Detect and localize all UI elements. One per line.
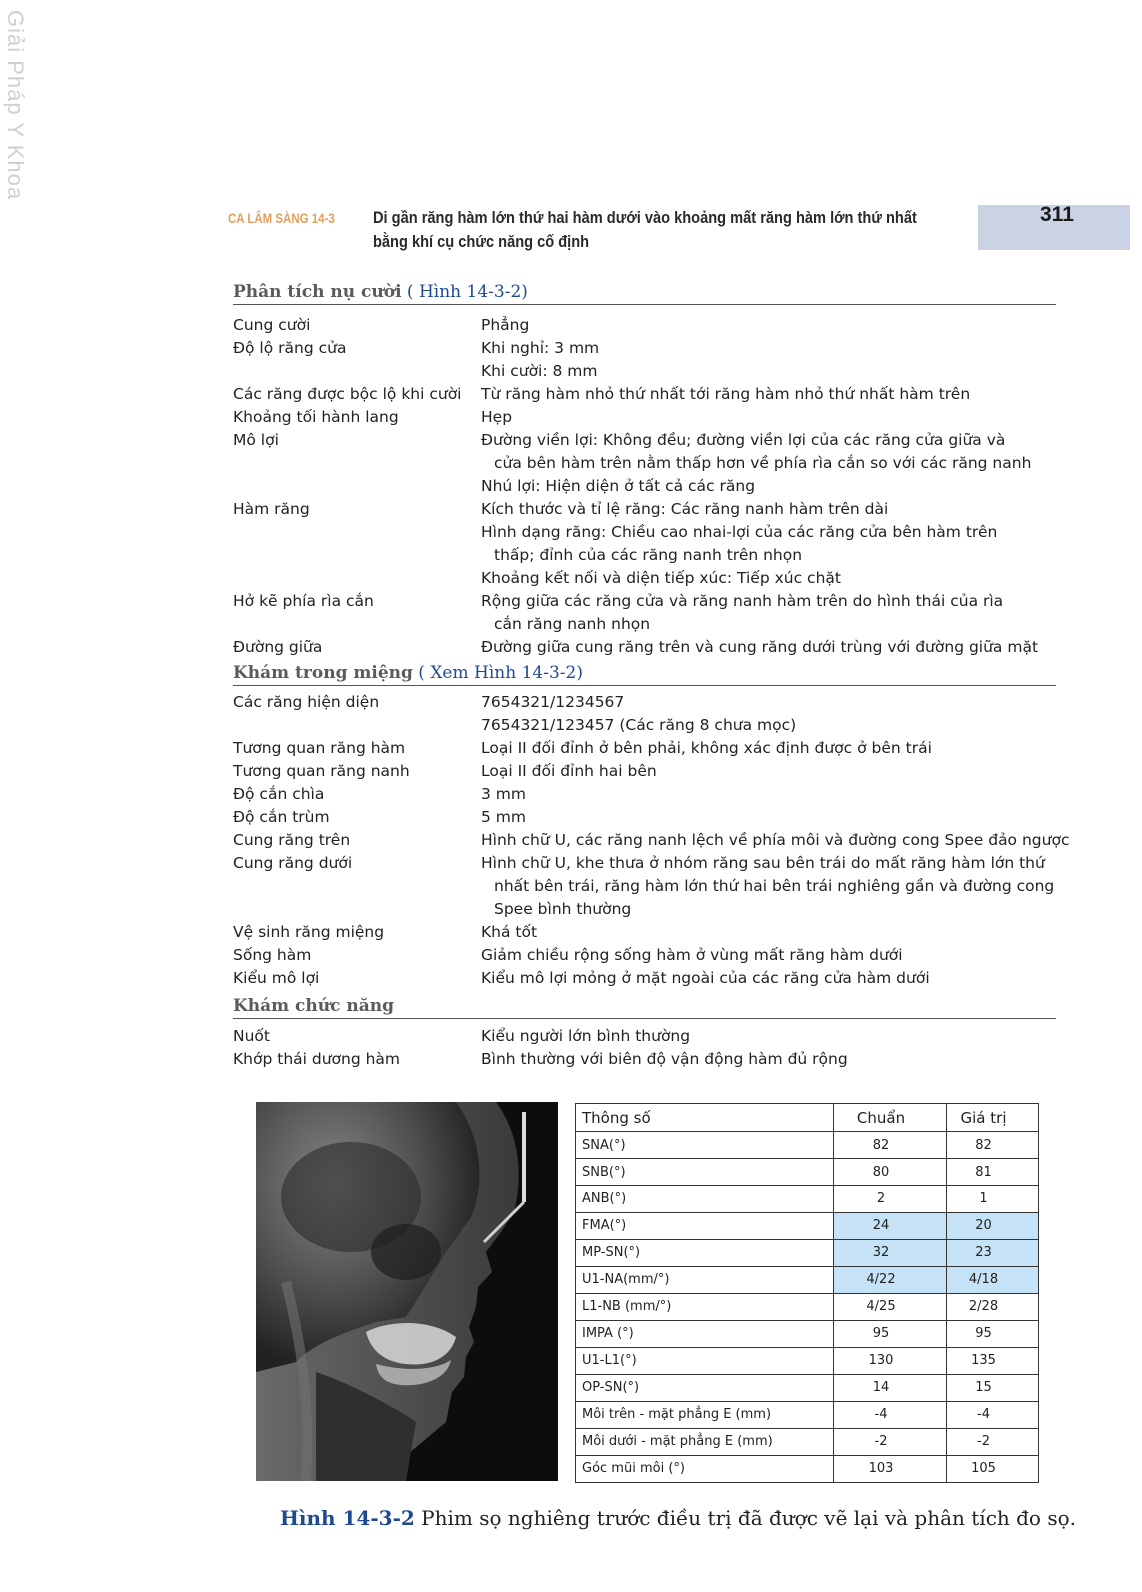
cell-param: Môi dưới - mặt phẳng E (mm) [576, 1428, 834, 1455]
cell-param: Góc mũi môi (°) [576, 1455, 834, 1482]
item-label: Cung răng dưới [233, 854, 353, 872]
xray-illustration [256, 1102, 558, 1481]
intraoral-exam-list [233, 691, 1070, 990]
cell-norm: 130 [834, 1347, 947, 1374]
item-label: Nuốt [233, 1027, 270, 1045]
cell-value: 1 [947, 1186, 1039, 1213]
section-title-smile [233, 281, 1056, 305]
table-row [576, 1455, 1039, 1482]
cell-norm: -4 [834, 1401, 947, 1428]
list-item [233, 406, 1041, 429]
section-title-intraoral-ref: ( Xem Hình 14-3-2) [412, 663, 583, 683]
item-value: Hẹp [481, 408, 513, 426]
list-item [233, 806, 1041, 829]
list-item [233, 944, 1041, 967]
item-value: 5 mm [481, 808, 526, 826]
cell-value: 82 [947, 1132, 1039, 1159]
cell-norm: 80 [834, 1159, 947, 1186]
cephalometric-table [575, 1103, 1039, 1483]
item-value: Khi nghỉ: 3 mm [481, 339, 600, 357]
header-value: Giá trị [947, 1104, 1039, 1132]
table-row [576, 1212, 1039, 1239]
section-title-intraoral-text: Khám trong miệng [233, 663, 413, 683]
cell-norm: 95 [834, 1320, 947, 1347]
cell-value: 135 [947, 1347, 1039, 1374]
cell-norm: 4/25 [834, 1293, 947, 1320]
chapter-title-line1: Di gần răng hàm lớn thứ hai hàm dưới vào khoảng mất răng hàm lớn thứ nhất [373, 208, 917, 227]
table-header-row [576, 1104, 1039, 1132]
section-title-smile-ref: ( Hình 14-3-2) [401, 282, 528, 302]
item-label: Độ cắn chìa [233, 785, 325, 803]
item-value: Rộng giữa các răng cửa và răng nanh hàm trên do hình thái của rìa [481, 592, 1004, 610]
chapter-title [373, 206, 993, 254]
item-value: nhất bên trái, răng hàm lớn thứ hai bên trái nghiêng gần và đường cong [494, 877, 1055, 895]
figure-caption [280, 1506, 1076, 1530]
item-value: Khá tốt [481, 923, 538, 941]
figure-caption-text: Phim sọ nghiêng trước điều trị đã được vẽ lại và phân tích đo sọ. [414, 1506, 1076, 1530]
table-row [576, 1186, 1039, 1213]
item-label: Độ cắn trùm [233, 808, 330, 826]
page-number: 311 [1040, 203, 1074, 226]
item-value: Khi cười: 8 mm [481, 362, 598, 380]
item-label: Sống hàm [233, 946, 312, 964]
cell-value: 2/28 [947, 1293, 1039, 1320]
item-label: Đường giữa [233, 638, 323, 656]
item-value: 3 mm [481, 785, 526, 803]
cell-norm: 103 [834, 1455, 947, 1482]
cell-value: 20 [947, 1212, 1039, 1239]
item-label: Cung cười [233, 316, 311, 334]
cell-param: SNA(°) [576, 1132, 834, 1159]
item-value: Loại II đối đỉnh hai bên [481, 762, 657, 780]
item-label: Cung răng trên [233, 831, 351, 849]
item-value: Loại II đối đỉnh ở bên phải, không xác định được ở bên trái [481, 739, 932, 757]
cell-norm: -2 [834, 1428, 947, 1455]
item-value: Đường giữa cung răng trên và cung răng dưới trùng với đường giữa mặt [481, 638, 1039, 656]
list-item [233, 590, 1041, 636]
item-value: Phẳng [481, 316, 530, 334]
section-title-functional [233, 995, 1056, 1019]
cell-param: IMPA (°) [576, 1320, 834, 1347]
list-item [233, 383, 1041, 406]
item-label: Khớp thái dương hàm [233, 1050, 401, 1068]
item-value: Hình chữ U, khe thưa ở nhóm răng sau bên trái do mất răng hàm lớn thứ [481, 854, 1045, 872]
item-value: Đường viền lợi: Không đều; đường viền lợi của các răng cửa giữa và [481, 431, 1006, 449]
list-item [233, 1025, 1041, 1048]
item-value: Spee bình thường [494, 900, 632, 918]
cephalometric-xray-image [256, 1102, 558, 1481]
table-row [576, 1159, 1039, 1186]
section-title-functional-text: Khám chức năng [233, 996, 395, 1016]
cell-norm: 4/22 [834, 1266, 947, 1293]
list-item [233, 829, 1070, 852]
cell-norm: 32 [834, 1239, 947, 1266]
table-row [576, 1374, 1039, 1401]
item-label: Hở kẽ phía rìa cắn [233, 592, 374, 610]
list-item [233, 760, 1041, 783]
table-row [576, 1239, 1039, 1266]
chapter-title-line2: bằng khí cụ chức năng cố định [373, 232, 590, 251]
item-value: Khoảng kết nối và diện tiếp xúc: Tiếp xúc chặt [481, 569, 841, 587]
list-item [233, 783, 1041, 806]
item-value: Bình thường với biên độ vận động hàm đủ rộng [481, 1050, 848, 1068]
item-value: 7654321/1234567 [481, 693, 625, 711]
item-label: Kiểu mô lợi [233, 969, 320, 987]
item-value: Nhú lợi: Hiện diện ở tất cả các răng [481, 477, 756, 495]
list-item [233, 429, 1041, 498]
item-value: 7654321/123457 (Các răng 8 chưa mọc) [481, 716, 797, 734]
cell-param: U1-L1(°) [576, 1347, 834, 1374]
list-item [233, 498, 1041, 590]
functional-exam-list [233, 1025, 1041, 1071]
table-row [576, 1347, 1039, 1374]
cell-value: 4/18 [947, 1266, 1039, 1293]
list-item [233, 921, 1041, 944]
cell-param: OP-SN(°) [576, 1374, 834, 1401]
item-value: Từ răng hàm nhỏ thứ nhất tới răng hàm nhỏ thứ nhất hàm trên [481, 385, 971, 403]
item-label: Vệ sinh răng miệng [233, 923, 385, 941]
item-label: Tương quan răng hàm [233, 739, 406, 757]
list-item [233, 737, 1041, 760]
cell-param: SNB(°) [576, 1159, 834, 1186]
cell-value: 105 [947, 1455, 1039, 1482]
item-value: Kích thước và tỉ lệ răng: Các răng nanh hàm trên dài [481, 500, 889, 518]
item-value: Kiểu người lớn bình thường [481, 1027, 691, 1045]
cell-param: ANB(°) [576, 1186, 834, 1213]
cell-value: 81 [947, 1159, 1039, 1186]
cell-value: -4 [947, 1401, 1039, 1428]
table-row [576, 1428, 1039, 1455]
cell-param: Môi trên - mặt phẳng E (mm) [576, 1401, 834, 1428]
list-item [233, 337, 1041, 383]
cell-param: U1-NA(mm/°) [576, 1266, 834, 1293]
table-row [576, 1266, 1039, 1293]
item-label: Khoảng tối hành lang [233, 408, 399, 426]
header-norm: Chuẩn [834, 1104, 947, 1132]
watermark: Giải Pháp Y Khoa [3, 10, 28, 201]
item-value: thấp; đỉnh của các răng nanh trên nhọn [494, 546, 803, 564]
item-label: Độ lộ răng cửa [233, 339, 347, 357]
item-label: Các răng được bộc lộ khi cười [233, 385, 462, 403]
cell-norm: 82 [834, 1132, 947, 1159]
cell-norm: 14 [834, 1374, 947, 1401]
smile-analysis-list [233, 314, 1041, 659]
cell-value: 95 [947, 1320, 1039, 1347]
item-value: cắn răng nanh nhọn [494, 615, 651, 633]
section-title-intraoral [233, 662, 1056, 686]
item-label: Tương quan răng nanh [233, 762, 410, 780]
table-row [576, 1293, 1039, 1320]
item-value: Hình chữ U, các răng nanh lệch về phía môi và đường cong Spee đảo ngược [481, 831, 1070, 849]
item-value: Giảm chiều rộng sống hàm ở vùng mất răng hàm dưới [481, 946, 903, 964]
list-item [233, 852, 1055, 921]
list-item [233, 636, 1041, 659]
item-value: Kiểu mô lợi mỏng ở mặt ngoài của các răng cửa hàm dưới [481, 969, 930, 987]
list-item [233, 1048, 1041, 1071]
cell-norm: 2 [834, 1186, 947, 1213]
list-item [233, 314, 1041, 337]
cell-value: 23 [947, 1239, 1039, 1266]
item-value: Hình dạng răng: Chiều cao nhai-lợi của các răng cửa bên hàm trên [481, 523, 998, 541]
section-title-smile-text: Phân tích nụ cười [233, 282, 402, 302]
table-row [576, 1320, 1039, 1347]
cell-norm: 24 [834, 1212, 947, 1239]
figure-caption-number: Hình 14-3-2 [280, 1506, 415, 1530]
list-item [233, 691, 1041, 737]
table-row [576, 1132, 1039, 1159]
table-row [576, 1401, 1039, 1428]
item-label: Các răng hiện diện [233, 693, 380, 711]
item-value: cửa bên hàm trên nằm thấp hơn về phía rìa cắn so với các răng nanh [494, 454, 1032, 472]
cell-param: FMA(°) [576, 1212, 834, 1239]
cell-value: -2 [947, 1428, 1039, 1455]
header-param: Thông số [576, 1104, 834, 1132]
list-item [233, 967, 1041, 990]
cell-value: 15 [947, 1374, 1039, 1401]
item-label: Mô lợi [233, 431, 279, 449]
case-tag: CA LÂM SÀNG 14-3 [228, 210, 335, 226]
item-label: Hàm răng [233, 500, 310, 518]
cell-param: MP-SN(°) [576, 1239, 834, 1266]
cell-param: L1-NB (mm/°) [576, 1293, 834, 1320]
